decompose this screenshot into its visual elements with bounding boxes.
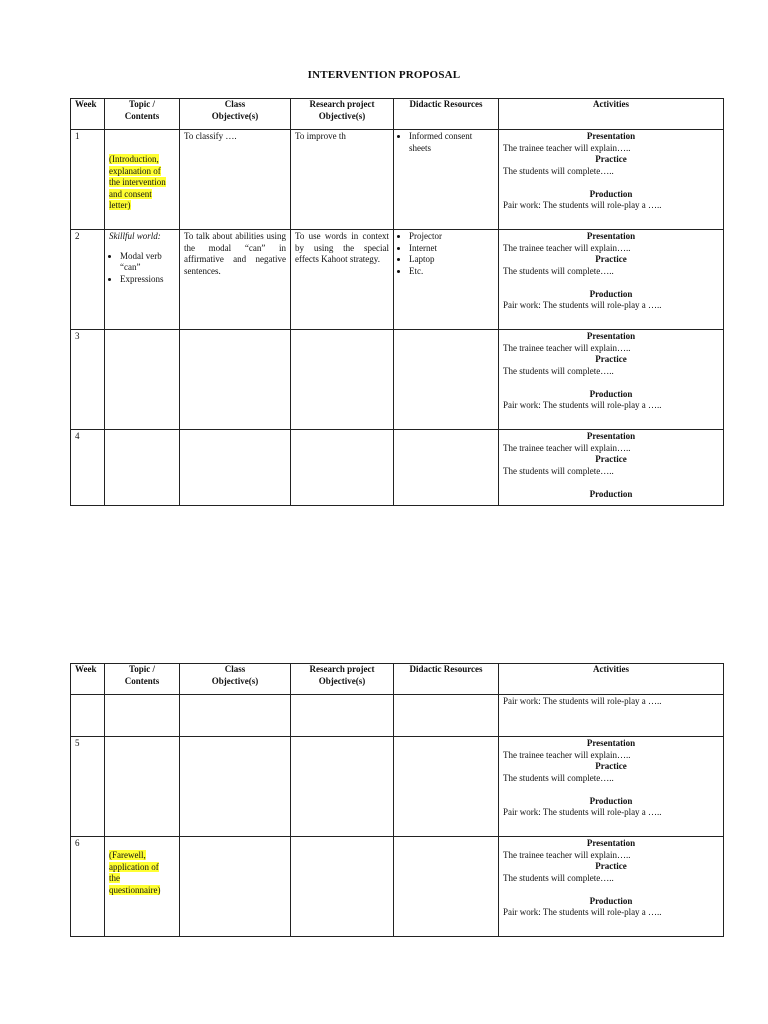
topic-cell [105, 837, 180, 937]
activities-cell [499, 230, 724, 330]
table-header-row [71, 99, 724, 130]
resources-cell [394, 130, 499, 230]
production-text: Pair work: The students will role-play a ….. [503, 907, 662, 917]
class-objective-cell: To talk about abilities using the modal “can” in affirmative and negative sentences. [180, 230, 291, 330]
list-item: • Etc. [409, 266, 494, 278]
list-item: • Projector [409, 231, 494, 243]
activities-cell [499, 130, 724, 230]
presentation-heading: Presentation [586, 431, 636, 441]
production-text: Pair work: The students will role-play a ….. [503, 696, 662, 706]
header-research-objective: Research project Objective(s) [291, 99, 394, 130]
week-number: 5 [71, 737, 105, 837]
activities-cell [499, 737, 724, 837]
intervention-table-page-1 [70, 98, 724, 506]
production-text: Pair work: The students will role-play a ….. [503, 400, 662, 410]
topic-cell [105, 330, 180, 430]
research-objective-cell [291, 837, 394, 937]
topic-highlight: (Introduction, explanation of the intervention and consent letter) [109, 154, 166, 210]
table-row-week-2 [71, 230, 724, 330]
week-number: 4 [71, 430, 105, 506]
table-row-week-5 [71, 737, 724, 837]
activities-cell [499, 837, 724, 937]
presentation-text: The trainee teacher will explain….. [503, 142, 631, 153]
resources-cell [394, 430, 499, 506]
table-header-row [71, 664, 724, 695]
class-objective-cell [180, 737, 291, 837]
practice-text: The students will complete….. [503, 872, 614, 883]
header-activities: Activities [499, 99, 724, 130]
week-number [71, 695, 105, 737]
presentation-text: The trainee teacher will explain….. [503, 749, 631, 760]
presentation-text: The trainee teacher will explain….. [503, 849, 631, 860]
table-row-week-3 [71, 330, 724, 430]
resources-cell [394, 695, 499, 737]
header-topic: Topic / Contents [105, 99, 180, 130]
header-activities: Activities [499, 664, 724, 695]
list-item: • Internet [409, 243, 494, 255]
week-number: 1 [71, 130, 105, 230]
topic-cell [105, 230, 180, 330]
header-class-objective: Class Objective(s) [180, 99, 291, 130]
topic-cell [105, 130, 180, 230]
document-title: INTERVENTION PROPOSAL [307, 69, 461, 81]
header-didactic-resources: Didactic Resources [394, 664, 499, 695]
header-week: Week [71, 664, 105, 695]
practice-heading: Practice [595, 354, 627, 364]
activities-cell [499, 330, 724, 430]
header-class-objective: Class Objective(s) [180, 664, 291, 695]
production-heading: Production [589, 288, 633, 299]
research-objective-cell [291, 330, 394, 430]
class-objective-cell [180, 837, 291, 937]
research-objective-cell [291, 430, 394, 506]
header-didactic-resources: Didactic Resources [394, 99, 499, 130]
list-item: • Laptop [409, 254, 494, 266]
practice-heading: Practice [595, 454, 627, 464]
topic-cell [105, 430, 180, 506]
practice-text: The students will complete….. [503, 772, 614, 783]
presentation-text: The trainee teacher will explain….. [503, 342, 631, 353]
table-row-week-4 [71, 430, 724, 506]
intervention-table-page-2 [70, 663, 724, 937]
research-objective-cell: To improve th [291, 130, 394, 230]
production-text: Pair work: The students will role-play a ….. [503, 807, 662, 817]
presentation-heading: Presentation [586, 331, 636, 341]
topic-cell [105, 737, 180, 837]
production-heading: Production [589, 488, 633, 499]
header-research-objective: Research project Objective(s) [291, 664, 394, 695]
research-objective-cell: To use words in context by using the special effects Kahoot strategy. [291, 230, 394, 330]
table-row-week-6 [71, 837, 724, 937]
research-objective-cell [291, 737, 394, 837]
practice-text: The students will complete….. [503, 365, 614, 376]
list-item: • Informed consent sheets [409, 131, 494, 154]
resources-cell [394, 737, 499, 837]
presentation-heading: Presentation [586, 131, 636, 141]
topic-title: Skillful world: [109, 231, 161, 241]
practice-text: The students will complete….. [503, 165, 614, 176]
presentation-heading: Presentation [586, 838, 636, 848]
practice-heading: Practice [595, 861, 627, 871]
production-heading: Production [589, 895, 633, 906]
class-objective-cell [180, 695, 291, 737]
table-row-week-1 [71, 130, 724, 230]
class-objective-cell [180, 330, 291, 430]
table-row-week-4-continued [71, 695, 724, 737]
class-objective-cell [180, 430, 291, 506]
week-number: 3 [71, 330, 105, 430]
header-topic: Topic / Contents [105, 664, 180, 695]
practice-text: The students will complete….. [503, 265, 614, 276]
practice-heading: Practice [595, 254, 627, 264]
week-number: 6 [71, 837, 105, 937]
practice-heading: Practice [595, 761, 627, 771]
practice-text: The students will complete….. [503, 465, 614, 476]
activities-cell [499, 430, 724, 506]
presentation-heading: Presentation [586, 231, 636, 241]
week-number: 2 [71, 230, 105, 330]
production-heading: Production [589, 188, 633, 199]
topic-highlight: (Farewell, application of the questionnaire) [109, 850, 161, 895]
production-heading: Production [589, 795, 633, 806]
list-item: • Expressions [120, 274, 175, 286]
resources-cell [394, 230, 499, 330]
activities-cell [499, 695, 724, 737]
list-item: • Modal verb “can” [120, 251, 175, 274]
topic-cell [105, 695, 180, 737]
header-week: Week [71, 99, 105, 130]
practice-heading: Practice [595, 154, 627, 164]
resources-cell [394, 330, 499, 430]
production-text: Pair work: The students will role-play a ….. [503, 300, 662, 310]
presentation-text: The trainee teacher will explain….. [503, 442, 631, 453]
presentation-text: The trainee teacher will explain….. [503, 242, 631, 253]
class-objective-cell: To classify …. [180, 130, 291, 230]
production-text: Pair work: The students will role-play a ….. [503, 200, 662, 210]
presentation-heading: Presentation [586, 738, 636, 748]
research-objective-cell [291, 695, 394, 737]
resources-cell [394, 837, 499, 937]
production-heading: Production [589, 388, 633, 399]
